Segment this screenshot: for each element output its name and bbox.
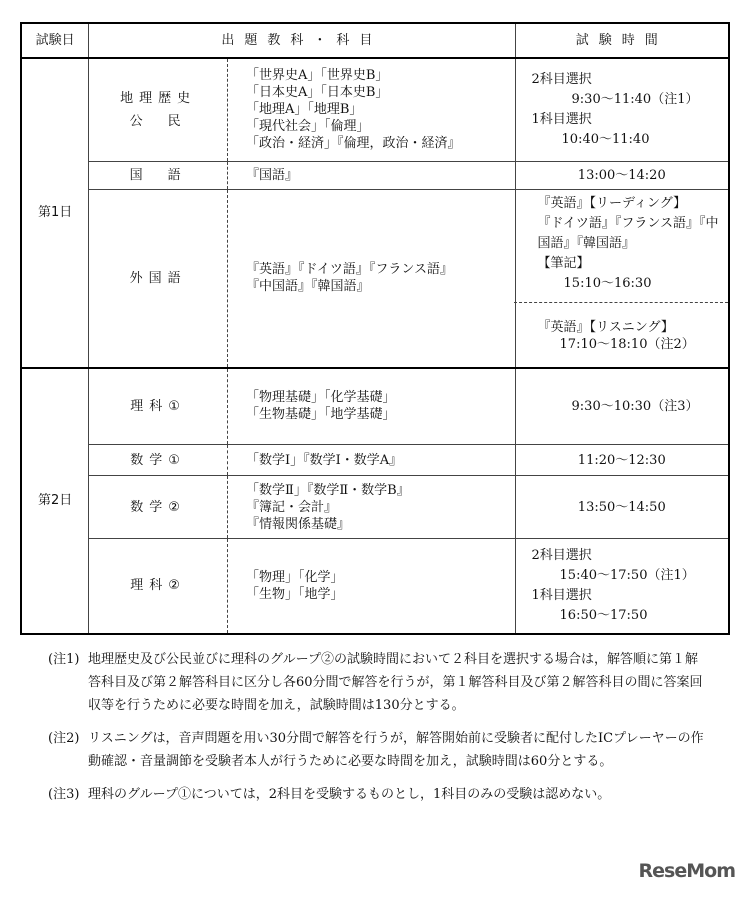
exam-schedule-table [20, 22, 730, 635]
time-text: 16:50～17:50 [559, 607, 648, 623]
note-text: 理科のグループ①については，2科目を受験するものとし，1科目のみの受験は認めない。 [88, 787, 611, 802]
day1-label: 第1日 [21, 58, 89, 368]
subject-name: 数学① [89, 445, 228, 476]
item: 『国語』 [227, 161, 515, 189]
time-text: 『英語』【リスニング】 [537, 319, 674, 335]
subject-name: 数学② [89, 476, 228, 539]
time-text: 15:40～17:50（注1） [559, 567, 695, 583]
note-text: リスニングは，音声問題を用い30分間で解答を行うが，解答開始前に受験者に配付したICプレーヤーの作動確認・音量調節を受験者本人が行うために必要な時間を加え，試験時間は60分とする。 [88, 731, 704, 769]
time-text: 15:10～16:30 [563, 275, 652, 291]
time-text: 13:50～14:50 [577, 499, 666, 515]
table-row [21, 539, 729, 634]
items-cell [227, 368, 515, 445]
item: 「生物基礎」「地学基礎」 [245, 407, 396, 423]
note-label: (注3) [48, 787, 80, 802]
items-cell [227, 539, 515, 634]
subject-name: 公 民 [129, 113, 187, 129]
item: 『中国語』『韓国語』 [245, 279, 370, 294]
time-text: 9:30～10:30（注3） [571, 398, 699, 414]
time-cell [515, 161, 729, 189]
time-text: 13:00～14:20 [577, 167, 666, 183]
time-text: 1科目選択 [531, 111, 592, 127]
time-text: 17:10～18:10（注2） [559, 336, 695, 352]
time-cell [515, 539, 729, 634]
subject-name: 地理歴史 [120, 90, 197, 106]
table-row [21, 58, 729, 161]
table-row [21, 189, 729, 368]
time-cell [515, 445, 729, 476]
item: 「生物」「地学」 [245, 586, 344, 602]
item: 『情報関係基礎』 [245, 516, 350, 532]
item: 「世界史A」「世界史B」 [245, 68, 389, 84]
time-text: 10:40～11:40 [561, 131, 650, 147]
item: 「地理A」「地理B」 [245, 102, 363, 118]
item: 「政治・経済」『倫理，政治・経済』 [245, 136, 461, 152]
note-text: 地理歴史及び公民並びに理科のグループ②の試験時間において２科目を選択する場合は，解答順に第１解答科目及び第２解答科目に区分し各60分間で解答を行うが，第１解答科目及び第２解答科目の間に答案回収等を行うために必要な時間を加え，試験時間は130分とする。 [88, 652, 703, 713]
time-text: 【筆記】 [537, 255, 590, 271]
time-text: 2科目選択 [531, 71, 592, 87]
table-row [21, 368, 729, 445]
subject-name: 理科① [89, 368, 228, 445]
day2-label: 第2日 [21, 368, 89, 634]
time-text: 1科目選択 [531, 587, 592, 603]
items-cell [227, 189, 515, 368]
item: 「数学Ⅰ」『数学Ⅰ・数学A』 [227, 445, 515, 476]
time-text: 9:30～11:40（注1） [571, 91, 699, 107]
item: 『英語』『ドイツ語』『フランス語』 [245, 262, 453, 277]
header-date: 試験日 [21, 23, 89, 58]
time-cell [515, 189, 729, 368]
header-row [21, 23, 729, 58]
table-row [21, 161, 729, 189]
note-1 [48, 648, 708, 717]
items-cell [227, 476, 515, 539]
note-label: (注1) [48, 652, 80, 667]
table-row [21, 445, 729, 476]
time-cell [515, 368, 729, 445]
note-label: (注2) [48, 731, 80, 746]
notes [48, 648, 708, 816]
table-row [21, 476, 729, 539]
item: 「物理」「化学」 [245, 569, 344, 585]
item: 「日本史A」「日本史B」 [245, 85, 389, 101]
item: 『簿記・会計』 [245, 499, 337, 515]
item: 「物理基礎」「化学基礎」 [245, 390, 396, 406]
time-text: 『英語』【リーディング】 [537, 195, 687, 211]
subject-name: 外国語 [89, 189, 228, 368]
time-text: 11:20～12:30 [577, 452, 666, 468]
item: 「現代社会」「倫理」 [245, 119, 370, 135]
time-text: 『ドイツ語』『フランス語』『中国語』『韓国語』 [537, 215, 719, 251]
subject-name: 理科② [89, 539, 228, 634]
header-subjects: 出題教科・科目 [89, 23, 515, 58]
time-cell [515, 476, 729, 539]
items-cell [227, 58, 515, 161]
time-text: 2科目選択 [531, 547, 592, 563]
time-cell [515, 58, 729, 161]
resemom-logo: ReseMom [638, 860, 735, 882]
note-2 [48, 727, 708, 773]
item: 「数学Ⅱ」『数学Ⅱ・数学B』 [245, 482, 410, 498]
note-3 [48, 783, 708, 806]
subject-name: 国 語 [89, 161, 228, 189]
subject-cell [89, 58, 228, 161]
header-time: 試験時間 [515, 23, 729, 58]
